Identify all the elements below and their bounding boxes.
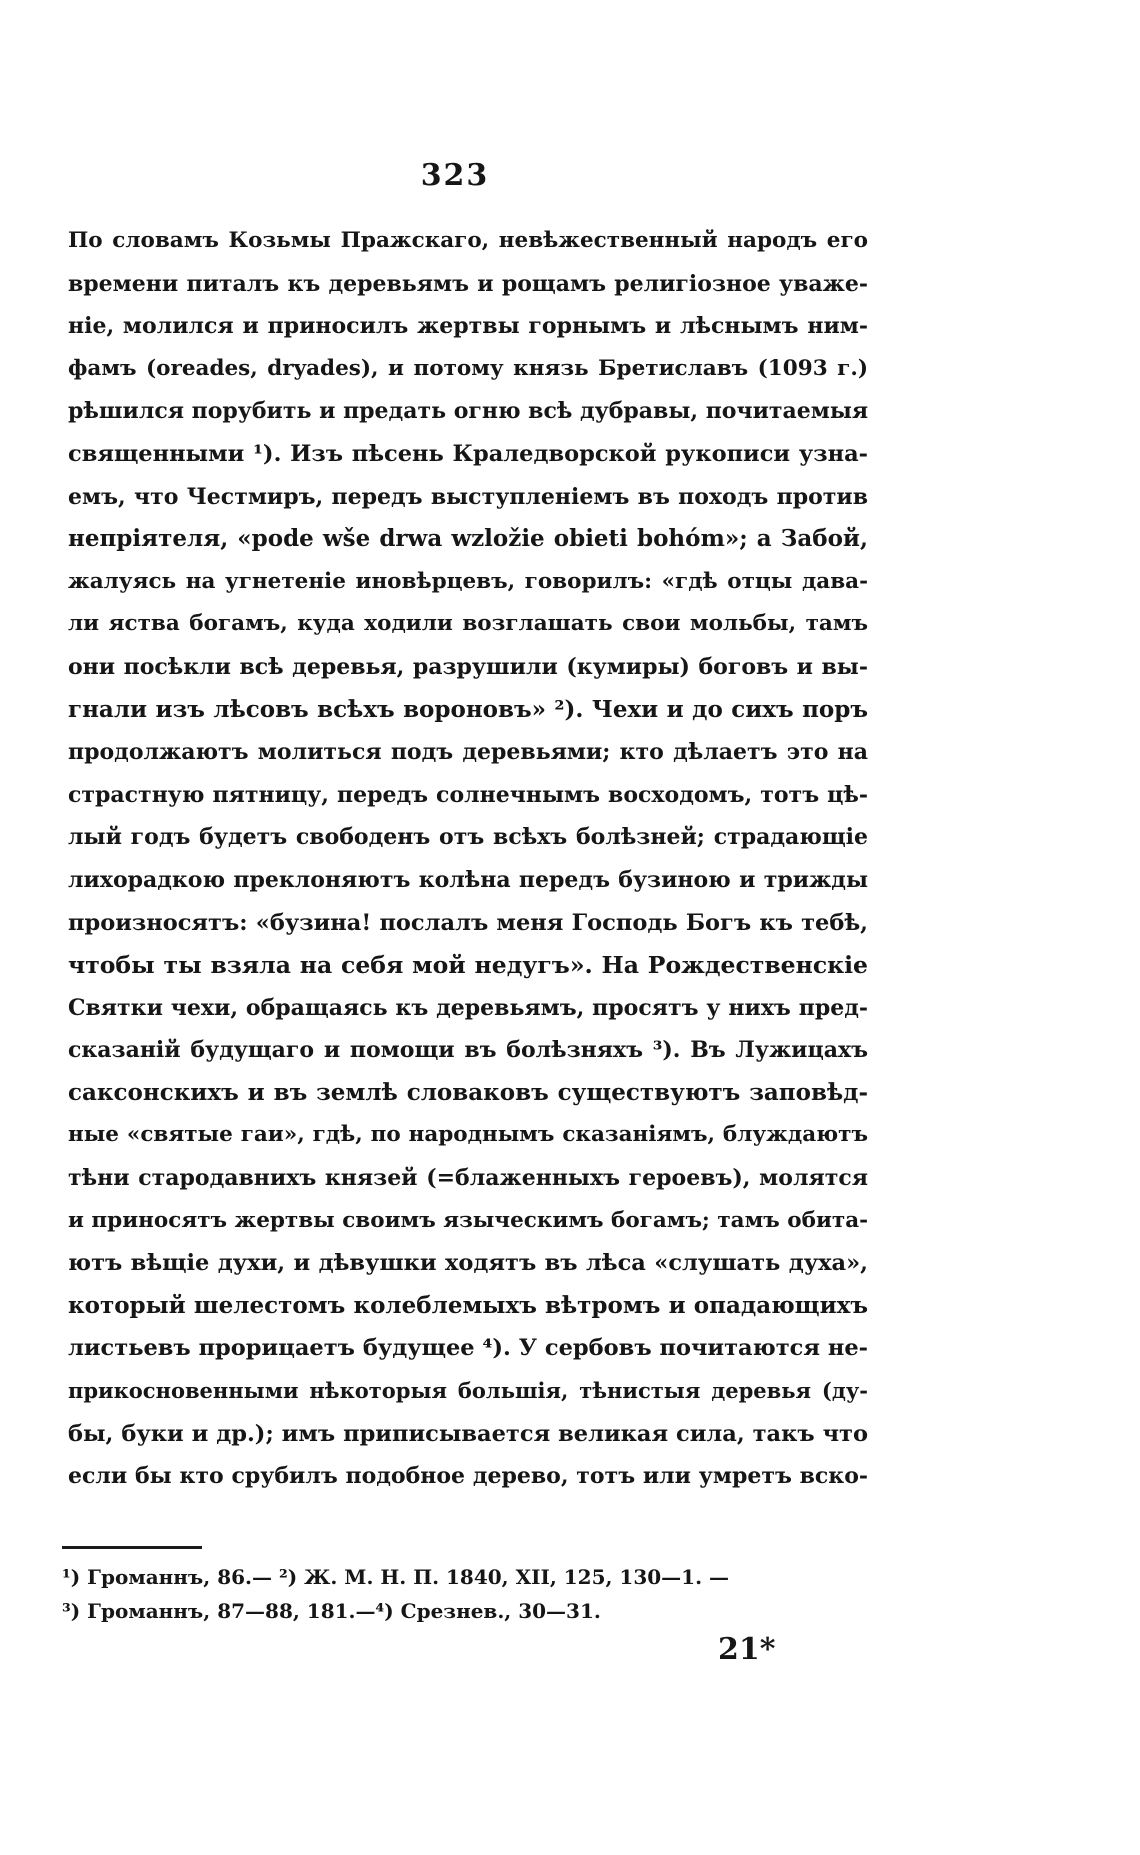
text-line: листьевъ прорицаетъ будущее ⁴). У сербовъ почитаются не- xyxy=(68,1335,868,1362)
signature-mark: 21* xyxy=(718,1632,776,1667)
text-line: Святки чехи, обращаясь къ деревьямъ, просятъ у нихъ пред- xyxy=(68,994,868,1021)
footnotes xyxy=(62,1560,862,1628)
text-line: чтобы ты взяла на себя мой недугъ». На Рождественскіе xyxy=(68,951,868,980)
footnote-line: ³) Громаннъ, 87—88, 181.—⁴) Срезнев., 30—31. xyxy=(62,1599,601,1623)
text-line: и приносятъ жертвы своимъ языческимъ богамъ; тамъ обита- xyxy=(68,1207,869,1233)
text-line: продолжаютъ молиться подъ деревьями; кто дѣлаетъ это на xyxy=(68,739,868,766)
text-line: ніе, молился и приносилъ жертвы горнымъ и лѣснымъ ним- xyxy=(68,313,868,340)
text-line: непріятеля, «pode wše drwa wzložie obieti bohóm»; а Забой, xyxy=(68,525,868,553)
text-line: прикосновенными нѣкоторыя большія, тѣнистыя деревья (ду- xyxy=(68,1378,868,1404)
text-line: священными ¹). Изъ пѣсень Краледворской рукописи узна- xyxy=(68,440,868,467)
body-text xyxy=(68,220,868,1498)
text-line: который шелестомъ колеблемыхъ вѣтромъ и опадающихъ xyxy=(68,1291,868,1319)
text-line: жалуясь на угнетеніе иновѣрцевъ, говорилъ: «гдѣ отцы дава- xyxy=(68,568,868,594)
text-line: лый годъ будетъ свободенъ отъ всѣхъ болѣзней; страдающіе xyxy=(68,824,868,851)
text-line: гнали изъ лѣсовъ всѣхъ вороновъ» ²). Чехи и до сихъ поръ xyxy=(68,695,868,723)
footnote-divider xyxy=(62,1546,202,1549)
text-line: ли яства богамъ, куда ходили возглашать свои мольбы, тамъ xyxy=(68,611,868,637)
text-line: рѣшился порубить и предать огню всѣ дубравы, почитаемыя xyxy=(68,398,869,425)
text-line: страстную пятницу, передъ солнечнымъ восходомъ, тотъ цѣ- xyxy=(68,781,868,808)
footnote-line: ¹) Громаннъ, 86.— ²) Ж. М. Н. П. 1840, XII, 125, 130—1. — xyxy=(62,1565,730,1589)
text-line: сказаній будущаго и помощи въ болѣзняхъ ³). Въ Лужицахъ xyxy=(68,1037,868,1064)
text-line: если бы кто срубилъ подобное дерево, тотъ или умретъ вско- xyxy=(68,1463,868,1490)
text-line: фамъ (oreades, dryades), и потому князь Бретиславъ (1093 г.) xyxy=(68,355,868,381)
text-line: тѣни стародавнихъ князей (=блаженныхъ героевъ), молятся xyxy=(68,1165,868,1192)
text-line: бы, буки и др.); имъ приписывается великая сила, такъ что xyxy=(68,1420,868,1447)
page-number: 323 xyxy=(420,158,490,193)
text-line: ные «святые гаи», гдѣ, по народнымъ сказаніямъ, блуждаютъ xyxy=(68,1122,868,1148)
text-line: емъ, что Честмиръ, передъ выступленіемъ въ походъ против xyxy=(68,483,868,510)
text-line: По словамъ Козьмы Пражскаго, невѣжественный народъ его xyxy=(68,228,868,253)
text-line: ютъ вѣщіе духи, и дѣвушки ходятъ въ лѣса «слушать духа», xyxy=(68,1250,868,1277)
text-line: саксонскихъ и въ землѣ словаковъ существуютъ заповѣд- xyxy=(68,1078,868,1106)
text-line: лихорадкою преклоняютъ колѣна передъ бузиною и трижды xyxy=(68,866,868,893)
text-line: произносятъ: «бузина! послалъ меня Господь Богъ къ тебѣ, xyxy=(68,909,868,936)
text-line: времени питалъ къ деревьямъ и рощамъ религіозное уваже- xyxy=(68,270,868,297)
text-line: они посѣкли всѣ деревья, разрушили (кумиры) боговъ и вы- xyxy=(68,653,868,680)
